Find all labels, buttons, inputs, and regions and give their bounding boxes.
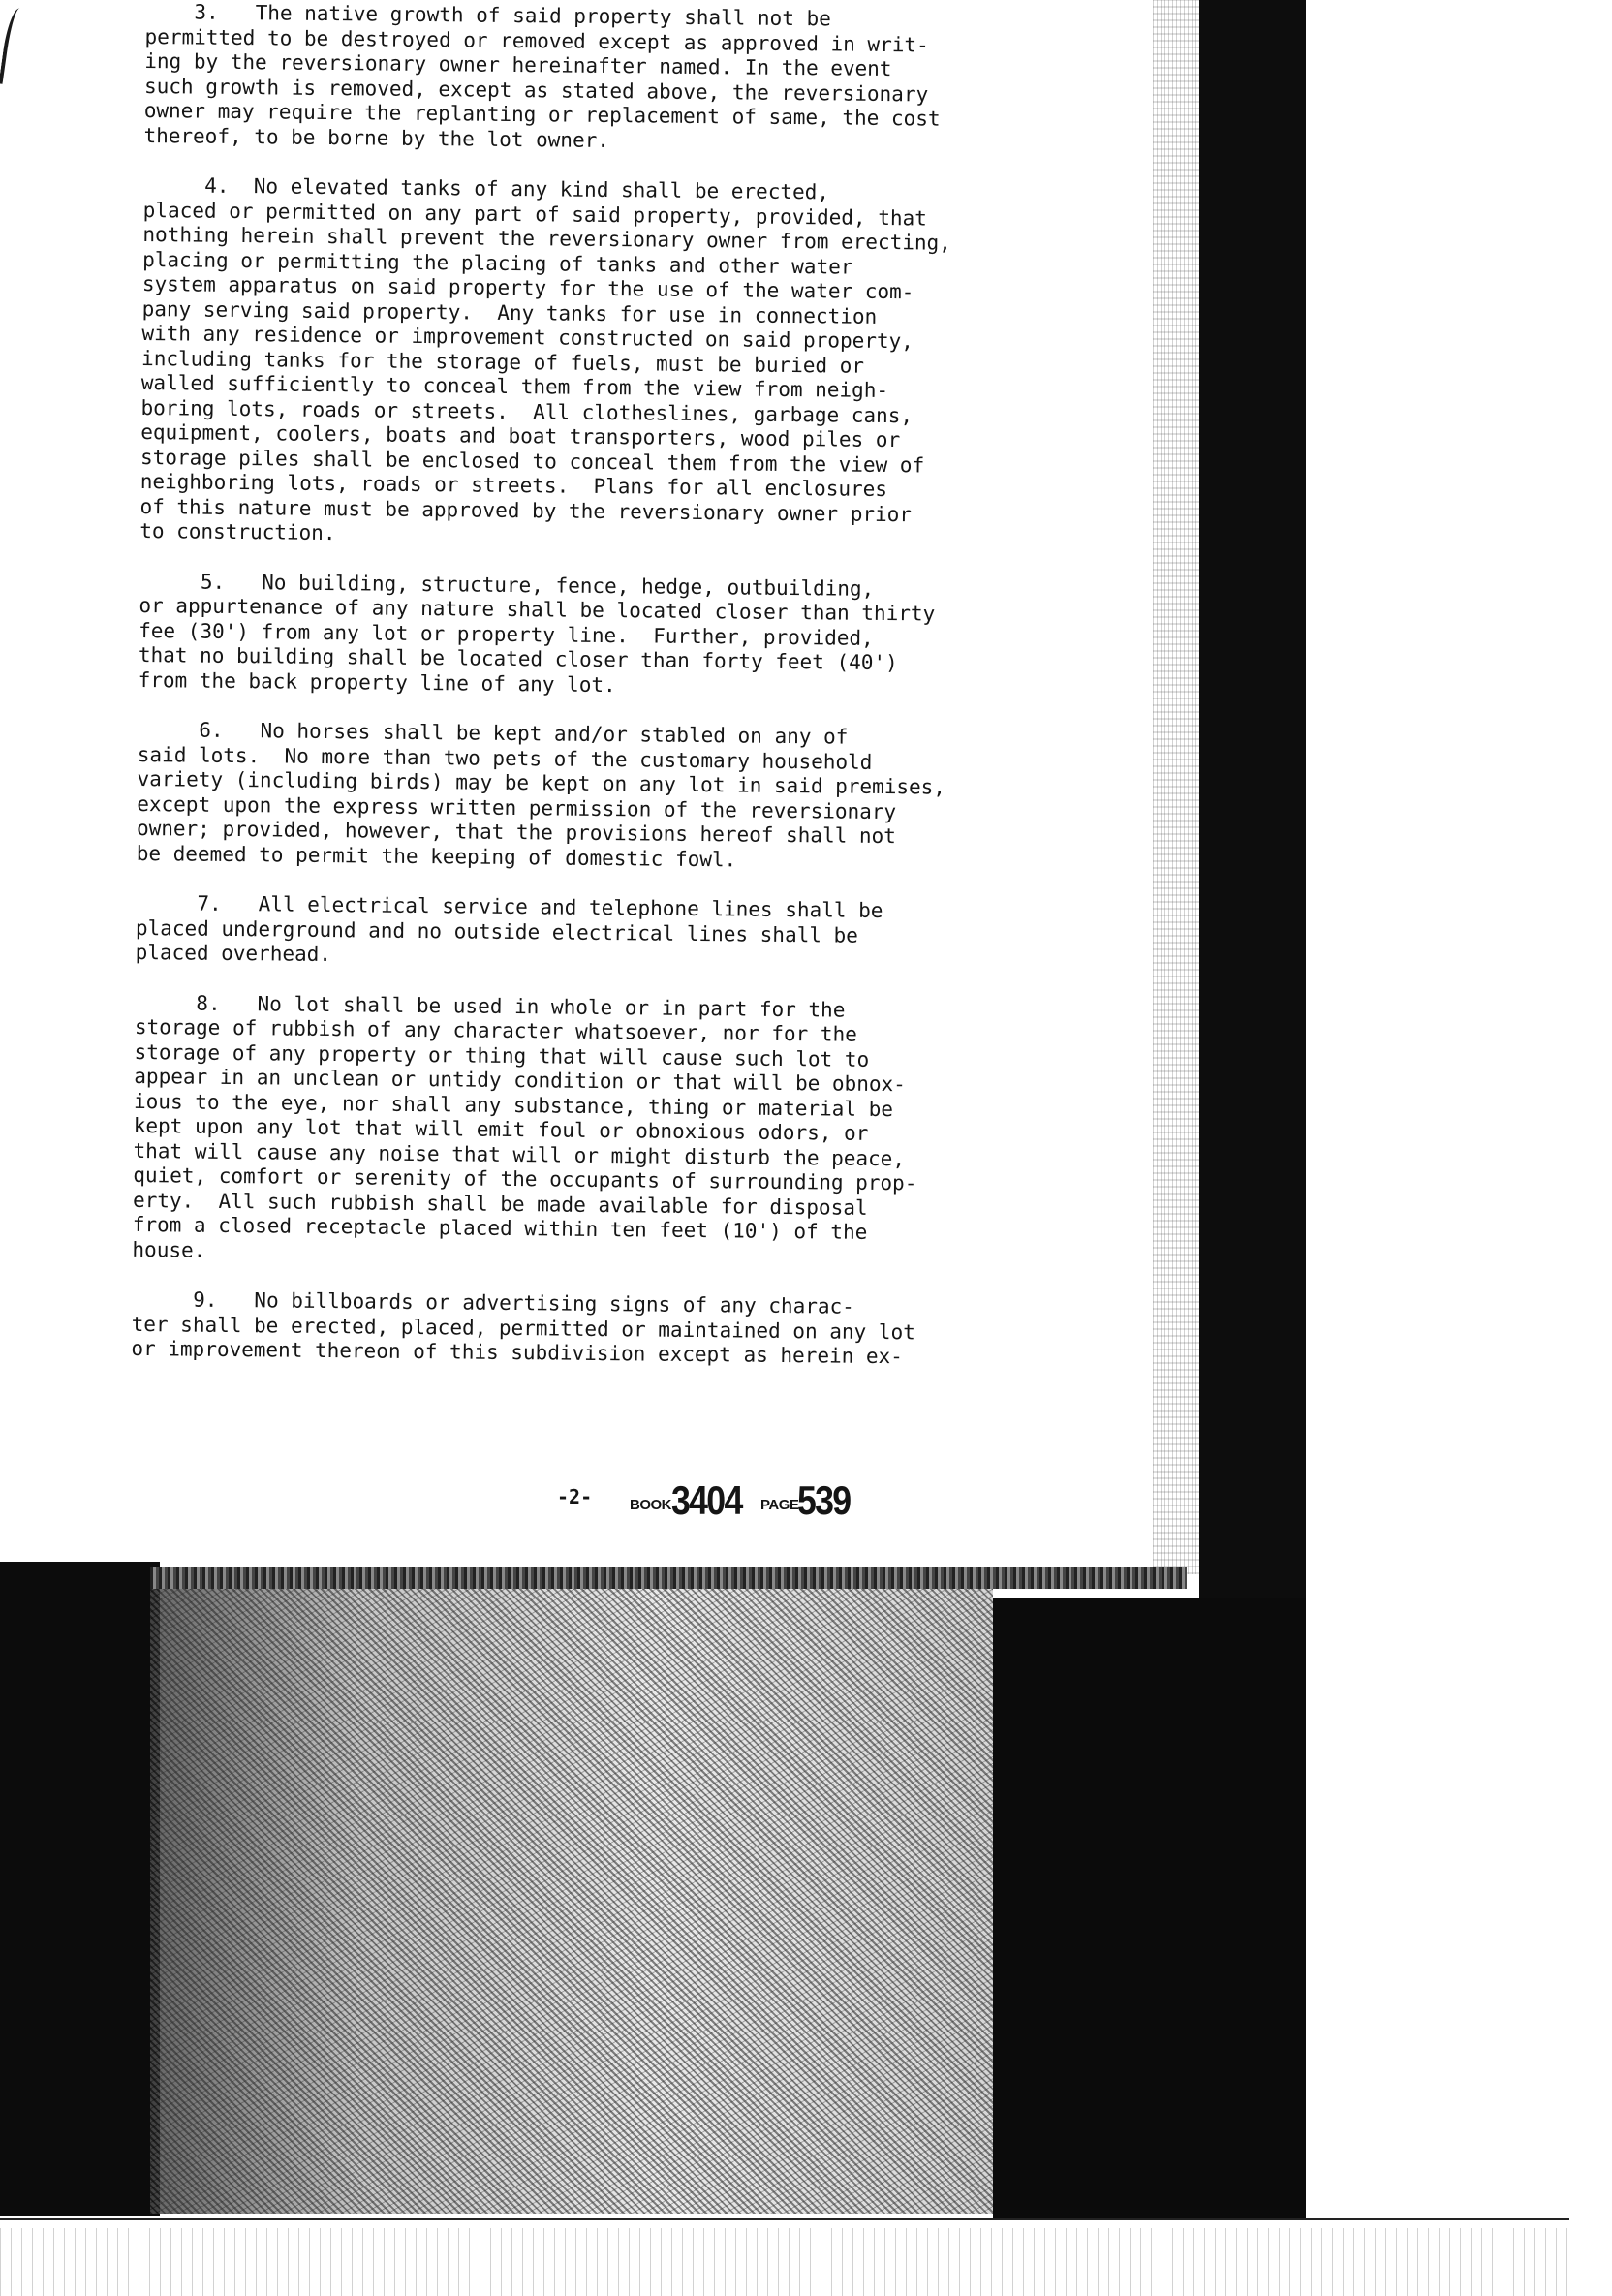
text-line: boring lots, roads or streets. All clotheslines, garbage cans, [140, 395, 914, 427]
text-line: to construction. [140, 518, 336, 545]
text-line: that will cause any noise that will or might disturb the peace, [133, 1138, 906, 1170]
book-label: BOOK [630, 1497, 671, 1513]
scan-speckle-band [1153, 0, 1199, 1574]
page-label: PAGE [760, 1497, 799, 1513]
text-line: ious to the eye, nor shall any substance, thing or material be [133, 1089, 894, 1121]
text-line: quiet, comfort or serenity of the occupants of surrounding prop- [133, 1163, 917, 1195]
text-line: erty. All such rubbish shall be made available for disposal [132, 1188, 868, 1220]
text-line: storage of any property or thing that will cause such lot to [134, 1039, 870, 1071]
scan-dark-edge-lower [993, 1598, 1306, 2218]
text-line: owner; provided, however, that the provisions hereof shall not [136, 816, 897, 849]
document-body [131, 0, 1114, 1397]
scan-dots-row [0, 2228, 1569, 2296]
scan-page-edge [150, 1567, 1187, 1589]
text-line: equipment, coolers, boats and boat transporters, wood piles or [140, 419, 901, 452]
text-line: ter shall be erected, placed, permitted or maintained on any lot [131, 1312, 915, 1344]
text-line: nothing herein shall prevent the reversionary owner from erecting, [142, 222, 951, 255]
text-line: ing by the reversionary owner hereinafter named. In the event [144, 48, 892, 81]
text-line: that no building shall be located closer than forty feet (40') [138, 642, 898, 675]
page-marker: -2- [557, 1485, 593, 1508]
text-line: placed overhead. [135, 940, 332, 967]
text-line: variety (including birds) may be kept on any lot in said premises, [137, 766, 946, 799]
scan-bottom-line [0, 2218, 1569, 2220]
paragraph [132, 990, 1103, 1272]
text-line: placed underground and no outside electrical lines shall be [135, 915, 859, 947]
paragraph [137, 718, 1107, 876]
text-line: kept upon any lot that will emit foul or obnoxious odors, or [133, 1113, 869, 1145]
text-line: storage piles shall be enclosed to conceal them from the view of [140, 445, 925, 477]
text-line: except upon the express written permission of the reversionary [137, 791, 897, 823]
text-line: such growth is removed, except as stated above, the reversionary [143, 74, 929, 106]
text-line: appear in an unclean or untidy condition or that will be obnox- [134, 1064, 906, 1097]
text-line: from a closed receptacle placed within ten feet (10') of the [132, 1212, 868, 1244]
scan-dark-corner [0, 1562, 160, 2216]
text-line: 9. No billboards or advertising signs of any charac- [131, 1287, 854, 1319]
text-line: 5. No building, structure, fence, hedge, outbuilding, [139, 569, 875, 601]
text-line: permitted to be destroyed or removed except as approved in writ- [144, 24, 929, 56]
text-line: said lots. No more than two pets of the customary household [137, 742, 873, 774]
page-footer [557, 1477, 945, 1536]
text-line: house. [132, 1237, 206, 1262]
text-line: with any residence or improvement constructed on said property, [141, 321, 914, 354]
text-line: neighboring lots, roads or streets. Plans for all enclosures [140, 469, 888, 502]
text-line: including tanks for the storage of fuels, must be buried or [141, 346, 865, 378]
text-line: 3. The native growth of said property shall not be [144, 0, 831, 31]
text-line: 8. No lot shall be used in whole or in part for the [135, 990, 846, 1022]
paragraph [131, 1288, 1100, 1372]
text-line: walled sufficiently to conceal them from the view from neigh- [140, 370, 889, 403]
text-line: 6. No horses shall be kept and/or stabled on any of [137, 717, 849, 749]
paragraph [143, 0, 1114, 158]
text-line: pany serving said property. Any tanks for use in connection [141, 296, 878, 328]
text-line: or improvement thereon of this subdivision except as herein ex- [131, 1336, 904, 1369]
book-number: 3404 [671, 1477, 742, 1523]
paragraph [136, 891, 1105, 976]
text-line: from the back property line of any lot. [138, 667, 616, 697]
text-line: owner may require the replanting or replacement of same, the cost [143, 98, 941, 131]
scan-noise-area [150, 1574, 993, 2214]
text-line: system apparatus on said property for the use of the water com- [141, 271, 914, 304]
text-line: thereof, to be borne by the lot owner. [143, 123, 610, 152]
text-line: placed or permitted on any part of said property, provided, that [142, 198, 927, 230]
text-line: 4. No elevated tanks of any kind shall be erected, [142, 172, 830, 204]
page-number: 539 [797, 1477, 851, 1523]
text-line: placing or permitting the placing of tanks and other water [142, 247, 853, 279]
text-line: be deemed to permit the keeping of domestic fowl. [136, 841, 737, 871]
text-line: 7. All electrical service and telephone lines shall be [136, 890, 884, 923]
paragraph [140, 173, 1112, 554]
paragraph [139, 569, 1108, 702]
text-line: storage of rubbish of any character whatsoever, nor for the [134, 1014, 857, 1046]
text-line: of this nature must be approved by the reversionary owner prior [140, 494, 913, 526]
text-line: fee (30') from any lot or property line. Further, provided, [139, 618, 874, 650]
text-line: or appurtenance of any nature shall be located closer than thirty [139, 593, 936, 626]
